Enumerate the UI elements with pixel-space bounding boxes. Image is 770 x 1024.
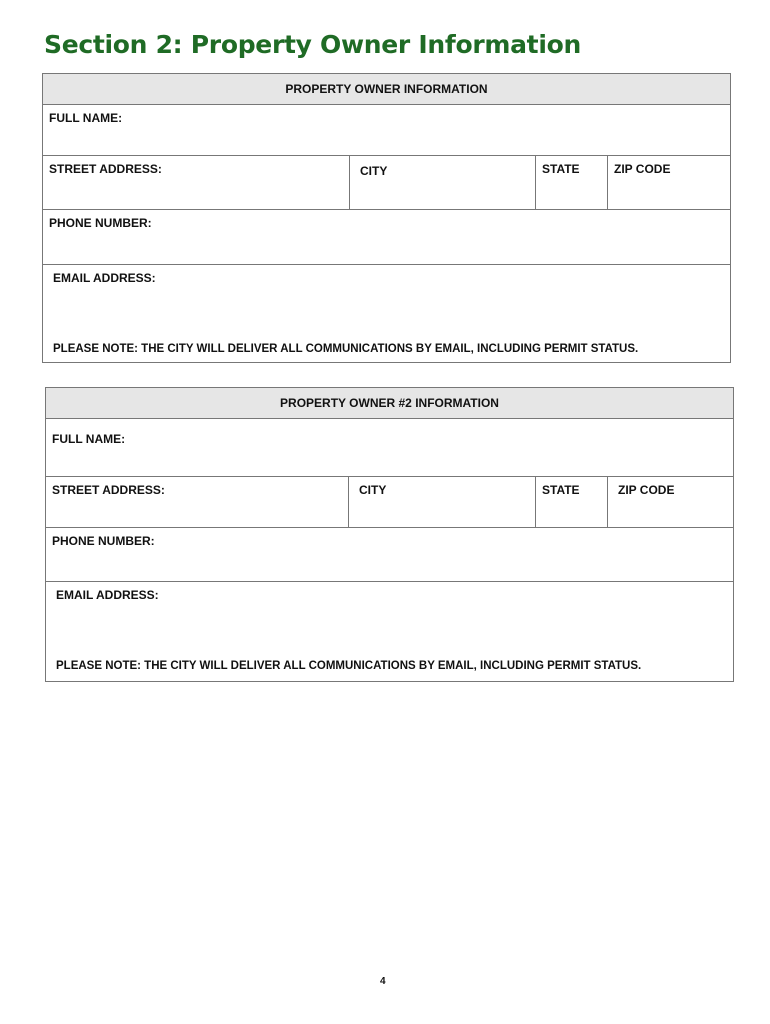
owner2-phone-label: PHONE NUMBER: — [52, 534, 155, 548]
owner2-full-name-row[interactable] — [46, 419, 733, 477]
owner1-zip-label: ZIP CODE — [614, 162, 671, 176]
owner1-header: PROPERTY OWNER INFORMATION — [43, 74, 730, 105]
owner2-street-address-label: STREET ADDRESS: — [52, 483, 165, 497]
owner2-city-field[interactable] — [348, 477, 535, 527]
owner2-email-note: PLEASE NOTE: THE CITY WILL DELIVER ALL COMMUNICATIONS BY EMAIL, INCLUDING PERMIT STATUS. — [56, 660, 642, 672]
owner1-city-field[interactable] — [349, 156, 535, 209]
owner1-email-label: EMAIL ADDRESS: — [53, 271, 156, 285]
owner1-city-label: CITY — [360, 164, 388, 178]
owner1-address-row — [43, 156, 730, 210]
owner1-email-note: PLEASE NOTE: THE CITY WILL DELIVER ALL COMMUNICATIONS BY EMAIL, INCLUDING PERMIT STATUS. — [53, 343, 639, 355]
owner2-email-label: EMAIL ADDRESS: — [56, 588, 159, 602]
owner1-full-name-label: FULL NAME: — [49, 111, 123, 125]
owner2-city-label: CITY — [359, 483, 387, 497]
owner2-phone-row[interactable] — [46, 528, 733, 582]
page-number: 4 — [380, 976, 386, 987]
owner2-address-row — [46, 477, 733, 528]
owner2-form — [45, 387, 734, 682]
owner2-email-row[interactable] — [46, 582, 733, 681]
section-title: Section 2: Property Owner Information — [44, 30, 581, 59]
owner2-header: PROPERTY OWNER #2 INFORMATION — [46, 388, 733, 419]
owner1-street-address-label: STREET ADDRESS: — [49, 162, 162, 176]
owner1-phone-row[interactable] — [43, 210, 730, 265]
owner1-full-name-row[interactable] — [43, 105, 730, 156]
owner1-street-address-field[interactable] — [43, 156, 349, 209]
owner1-state-field[interactable] — [535, 156, 607, 209]
owner2-state-label: STATE — [542, 483, 580, 497]
owner1-email-row[interactable] — [43, 265, 730, 362]
owner1-form — [42, 73, 731, 363]
owner2-full-name-label: FULL NAME: — [52, 432, 126, 446]
owner1-zip-field[interactable] — [607, 156, 730, 209]
owner2-zip-label: ZIP CODE — [618, 483, 675, 497]
owner1-phone-label: PHONE NUMBER: — [49, 216, 152, 230]
owner2-state-field[interactable] — [535, 477, 607, 527]
owner1-state-label: STATE — [542, 162, 580, 176]
owner2-street-address-field[interactable] — [46, 477, 348, 527]
owner2-zip-field[interactable] — [607, 477, 733, 527]
